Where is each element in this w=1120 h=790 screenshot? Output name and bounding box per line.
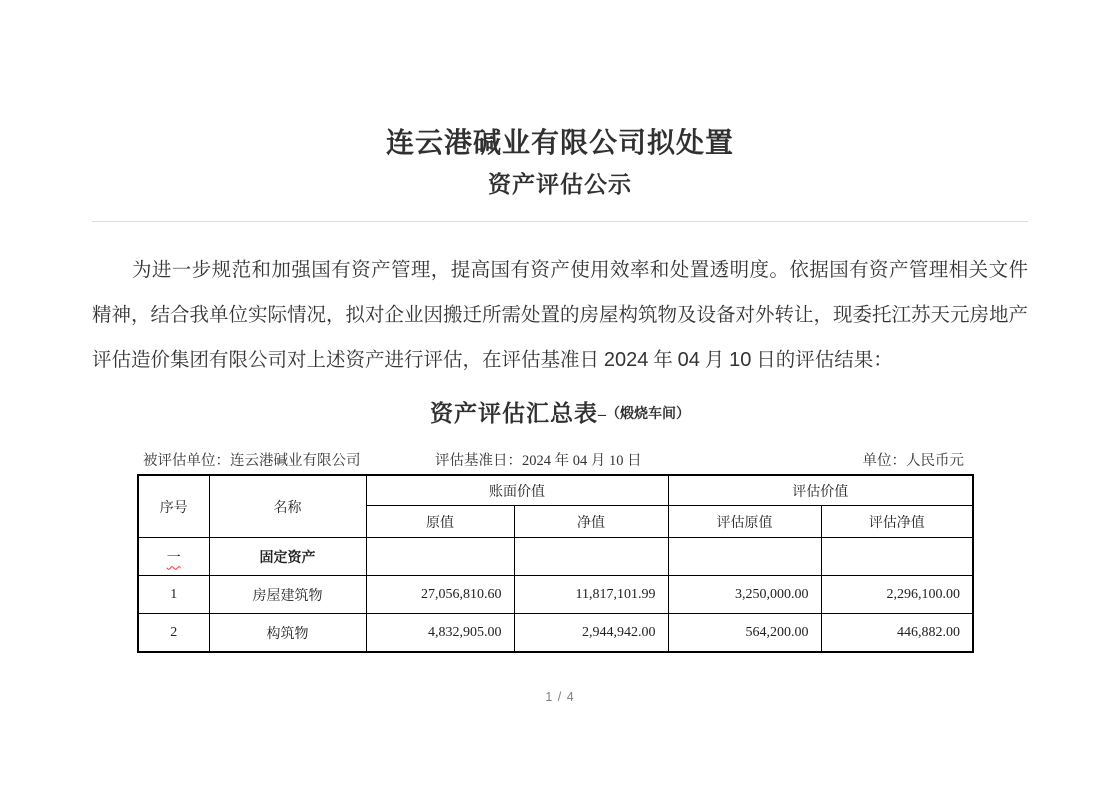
row-seq: 1 bbox=[138, 576, 209, 614]
table-row-structures bbox=[138, 614, 973, 653]
col-group-book-value: 账面价值 bbox=[366, 475, 668, 506]
page-indicator: 1 / 4 bbox=[545, 690, 575, 704]
section-divider bbox=[92, 221, 1028, 222]
asset-appraisal-summary-table bbox=[137, 474, 974, 653]
summary-title-main: 资产评估汇总表 bbox=[430, 401, 598, 426]
table-header-row-1 bbox=[138, 475, 973, 506]
table-meta-row bbox=[137, 449, 972, 469]
base-date-day: 10 bbox=[729, 348, 752, 371]
col-header-appraised-net: 评估净值 bbox=[821, 506, 973, 538]
row-net-value: 11,817,101.99 bbox=[514, 576, 668, 614]
table-row-fixed-assets bbox=[138, 538, 973, 576]
row-appraised-net: 2,296,100.00 bbox=[821, 576, 973, 614]
intro-text-part1: 为进一步规范和加强国有资产管理，提高国有资产使用效率和处置透明度。依据国有资产管理相关文件精神，结合我单位实际情况，拟对企业因搬迁所需处置的房屋构筑物及设备对外转让，现委托江苏天元房地产评估造价集团有限公司对上述资产进行评估，在评估基准日 bbox=[92, 259, 1029, 371]
base-date-year: 2024 bbox=[603, 348, 649, 371]
col-header-seq: 序号 bbox=[138, 475, 209, 538]
col-header-name: 名称 bbox=[209, 475, 366, 538]
col-header-appraised-original: 评估原值 bbox=[668, 506, 821, 538]
year-label: 年 bbox=[648, 349, 678, 371]
row-original-value bbox=[366, 538, 514, 576]
row-appraised-original: 3,250,000.00 bbox=[668, 576, 821, 614]
row-appraised-original bbox=[668, 538, 821, 576]
row-original-value: 4,832,905.00 bbox=[366, 614, 514, 653]
row-net-value: 2,944,942.00 bbox=[514, 614, 668, 653]
col-header-net-value: 净值 bbox=[514, 506, 668, 538]
row-seq: 2 bbox=[138, 614, 209, 653]
summary-title-workshop: （煅烧车间） bbox=[606, 407, 690, 422]
table-row-buildings bbox=[138, 576, 973, 614]
col-group-appraised-value: 评估价值 bbox=[668, 475, 973, 506]
intro-paragraph bbox=[92, 248, 1028, 383]
summary-title-dash: – bbox=[598, 406, 606, 423]
currency-unit: 单位：人民币元 bbox=[862, 453, 964, 469]
col-header-original-value: 原值 bbox=[366, 506, 514, 538]
summary-table-title bbox=[0, 395, 1120, 428]
appraised-entity: 被评估单位：连云港碱业有限公司 bbox=[143, 453, 361, 469]
row-name: 房屋建筑物 bbox=[209, 576, 366, 614]
row-name: 固定资产 bbox=[209, 538, 366, 576]
row-net-value bbox=[514, 538, 668, 576]
row-name: 构筑物 bbox=[209, 614, 366, 653]
intro-text-part2: 日的评估结果： bbox=[751, 349, 893, 371]
base-date-month: 04 bbox=[677, 348, 700, 371]
appraisal-base-date: 评估基准日：2024 年 04 月 10 日 bbox=[435, 453, 642, 469]
document-title-line1: 连云港碱业有限公司拟处置 bbox=[385, 128, 734, 159]
row-appraised-original: 564,200.00 bbox=[668, 614, 821, 653]
row-seq bbox=[138, 538, 209, 576]
row-original-value: 27,056,810.60 bbox=[366, 576, 514, 614]
document-title-line2: 资产评估公示 bbox=[488, 172, 632, 197]
month-label: 月 bbox=[699, 349, 730, 371]
row-appraised-net: 446,882.00 bbox=[821, 614, 973, 653]
row-appraised-net bbox=[821, 538, 973, 576]
seq-text-misspelled: 一 bbox=[166, 550, 181, 566]
